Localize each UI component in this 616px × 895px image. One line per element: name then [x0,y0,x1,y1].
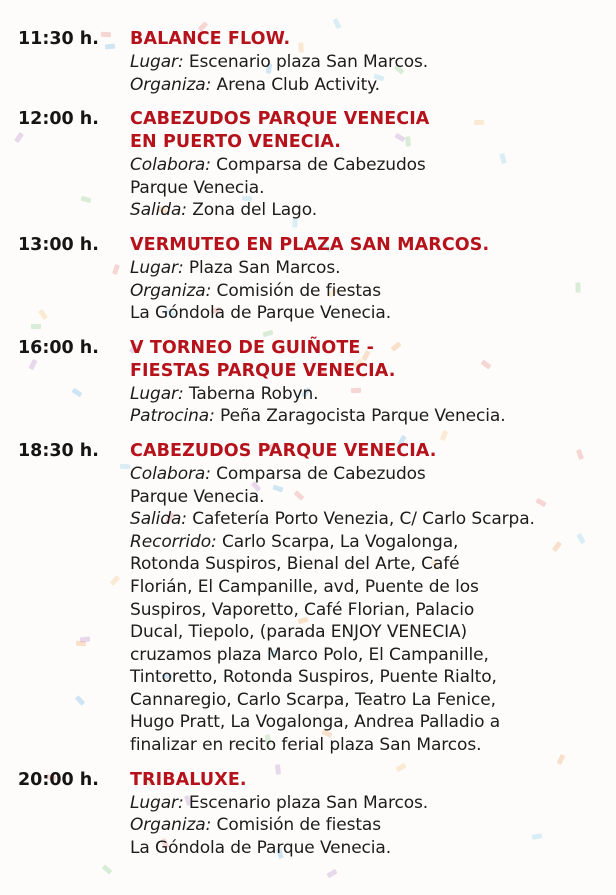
detail-text: Peña Zaragocista Parque Venecia. [214,406,506,427]
detail-text: Comparsa de Cabezudos [210,463,426,484]
confetti-piece [102,864,113,874]
detail-label: Recorrido: [130,531,217,552]
detail-text: Comparsa de Cabezudos [210,155,426,176]
detail-text: Arena Club Activity. [211,74,380,95]
event-detail-line [130,599,616,622]
detail-text: Ducal, Tiepolo, (parada ENJOY VENECIA) [130,622,468,643]
event-detail-line [130,463,616,486]
event-detail-line [130,486,616,509]
event-detail-line [130,405,616,428]
event-time: 20:00 h. [18,769,99,790]
event-detail-line [130,734,616,757]
schedule-entry [0,28,616,96]
detail-text: Cannaregio, Carlo Scarpa, Teatro La Fenice, [130,689,496,710]
event-detail-line [130,177,616,200]
event-detail-line [130,814,616,837]
detail-text: La Góndola de Parque Venecia. [130,303,392,324]
event-detail-line [130,302,616,325]
event-detail-line [130,154,616,177]
detail-text: Hugo Pratt, La Vogalonga, Andrea Palladio a [130,712,501,733]
event-time: 18:30 h. [18,440,99,461]
event-time: 13:00 h. [18,234,99,255]
detail-text: La Góndola de Parque Venecia. [130,837,392,858]
detail-label: Patrocina: [130,406,215,427]
detail-text: Taberna Robyn. [183,383,319,404]
schedule-entry [0,108,616,222]
detail-label: Organiza: [130,280,212,301]
detail-label: Organiza: [130,815,212,836]
detail-text: Comisión de fiestas [211,815,381,836]
event-detail-line [130,531,616,554]
detail-label: Lugar: [130,792,184,813]
detail-label: Organiza: [130,74,212,95]
confetti-piece [326,869,337,878]
detail-text: Comisión de fiestas [211,280,381,301]
event-time: 16:00 h. [18,337,99,358]
detail-text: Carlo Scarpa, La Vogalonga, [216,531,459,552]
schedule-entry [0,337,616,428]
event-detail-line [130,711,616,734]
schedule-entry [0,234,616,325]
detail-label: Salida: [130,509,187,530]
event-title: CABEZUDOS PARQUE VENECIA [130,109,430,130]
detail-label: Lugar: [130,383,184,404]
detail-text: Parque Venecia. [130,486,265,507]
event-title: CABEZUDOS PARQUE VENECIA. [130,440,437,461]
event-detail-line [130,199,616,222]
detail-label: Lugar: [130,52,184,72]
event-detail-line [130,644,616,667]
event-detail-line [130,508,616,531]
event-time: 11:30 h. [18,29,99,49]
event-detail-line [130,74,616,97]
event-detail-line [130,621,616,644]
detail-text: Cafetería Porto Venezia, C/ Carlo Scarpa. [186,509,535,530]
detail-label: Colabora: [130,463,211,484]
detail-label: Salida: [130,200,187,221]
detail-label: Lugar: [130,257,184,278]
event-detail-line [130,576,616,599]
event-title: FIESTAS PARQUE VENECIA. [130,360,396,381]
detail-text: Suspiros, Vaporetto, Café Florian, Palacio [130,599,475,620]
detail-text: Rotonda Suspiros, Bienal del Arte, Café [130,554,460,575]
detail-label: Colabora: [130,155,211,176]
event-title: TRIBALUXE. [130,769,247,790]
event-detail-line [130,383,616,406]
detail-text: Parque Venecia. [130,177,265,198]
event-detail-line [130,257,616,280]
event-detail-line [130,553,616,576]
detail-text: Florián, El Campanille, avd, Puente de los [130,576,479,597]
detail-text: finalizar en recito ferial plaza San Marcos. [130,735,482,756]
event-title: VERMUTEO EN PLAZA SAN MARCOS. [130,234,490,255]
event-detail-line [130,666,616,689]
event-title: EN PUERTO VENECIA. [130,132,342,153]
detail-text: Tintoretto, Rotonda Suspiros, Puente Rialto, [130,667,497,688]
schedule-entry [0,769,616,860]
event-detail-line [130,792,616,815]
schedule-entry [0,440,616,757]
event-detail-line [130,837,616,860]
detail-text: Escenario plaza San Marcos. [183,52,429,72]
event-time: 12:00 h. [18,109,99,130]
detail-text: Plaza San Marcos. [183,257,341,278]
detail-text: cruzamos plaza Marco Polo, El Campanille, [130,644,489,665]
event-detail-line [130,280,616,303]
event-detail-line [130,51,616,74]
detail-text: Zona del Lago. [186,200,318,221]
detail-text: Escenario plaza San Marcos. [183,792,429,813]
event-title: V TORNEO DE GUIÑOTE - [130,337,375,358]
event-detail-line [130,689,616,712]
event-title: BALANCE FLOW. [130,29,291,49]
